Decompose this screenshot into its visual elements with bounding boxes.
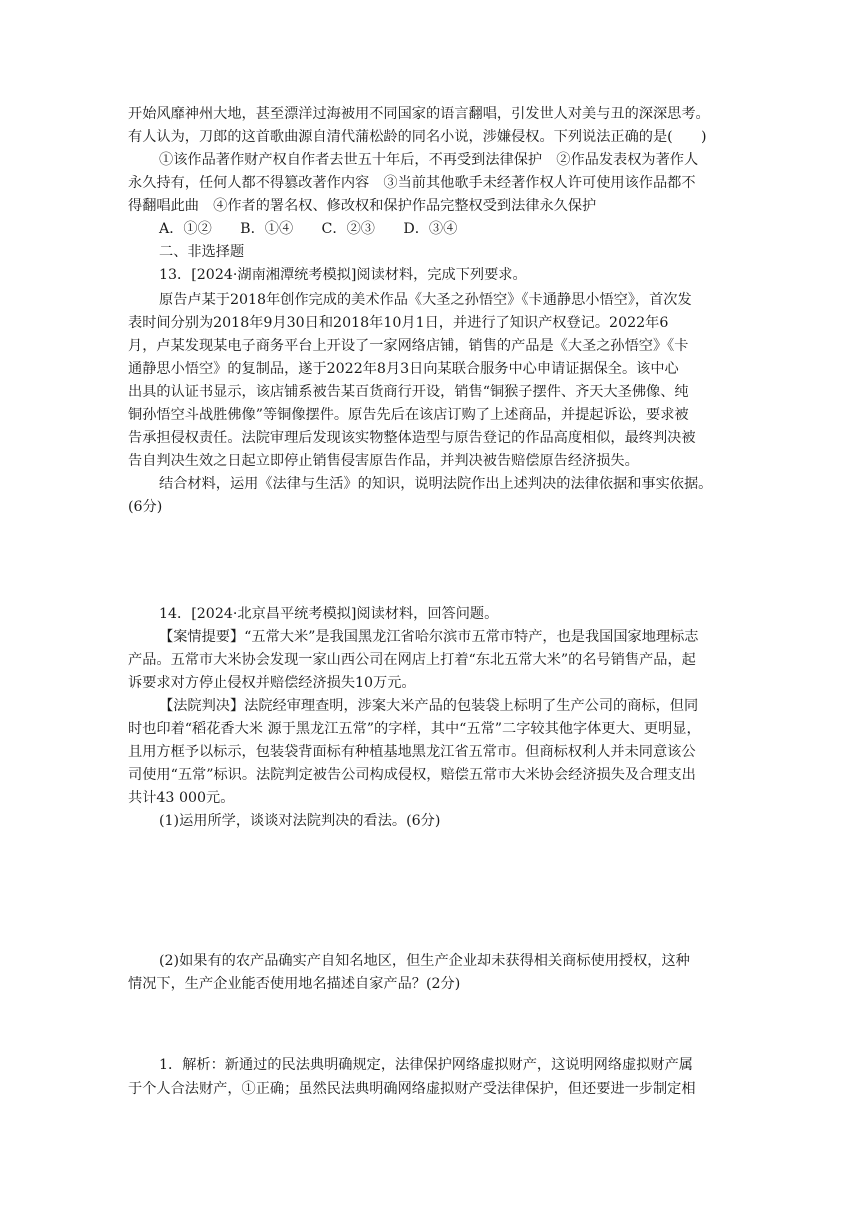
q13-heading: 13．[2024·湖南湘潭统考模拟]阅读材料，完成下列要求。 <box>159 267 527 283</box>
q14-verdict-line-3: 且用方框予以标示，包装袋背面标有种植基地黑龙江省五常市。但商标权利人并未同意该公 <box>128 744 696 760</box>
q12-statement-line-2: 永久持有，任何人都不得篡改著作内容 ③当前其他歌手未经著作权人许可使用该作品都不 <box>128 175 696 191</box>
q14-verdict-line-1: 【法院判决】法院经审理查明，涉案大米产品的包装袋上标明了生产公司的商标，但同 <box>159 698 699 714</box>
q14-subquestion-2-line-2: 情况下，生产企业能否使用地名描述自家产品？(2分) <box>128 976 461 992</box>
q12-line-1: 开始风靡神州大地，甚至漂洋过海被用不同国家的语言翻唱，引发世人对美与丑的深深思考。 <box>128 106 710 122</box>
q13-material-line-7: 告承担侵权责任。法院审理后发现该实物整体造型与原告登记的作品高度相似，最终判决被 <box>128 430 696 446</box>
q14-verdict-line-2: 时也印着“稻花香大米 源于黑龙江五常”的字样，其中“五常”二字较其他字体更大、更明显， <box>128 721 701 737</box>
q12-line-2: 有人认为，刀郎的这首歌曲源自清代蒲松龄的同名小说，涉嫌侵权。下列说法正确的是( ) <box>128 129 707 145</box>
section-heading: 二、非选择题 <box>159 244 245 260</box>
q13-material-line-8: 告自判决生效之日起立即停止销售侵害原告作品，并判决被告赔偿原告经济损失。 <box>128 453 639 469</box>
q12-statement-line-3: 得翻唱此曲 ④作者的署名权、修改权和保护作品完整权受到法律永久保护 <box>128 198 597 214</box>
q14-heading: 14．[2024·北京昌平统考模拟]阅读材料，回答问题。 <box>159 606 499 622</box>
q14-case-line-2: 产品。五常市大米协会发现一家山西公司在网店上打着“东北五常大米”的名号销售产品，起 <box>128 652 696 668</box>
q13-question: 结合材料，运用《法律与生活》的知识，说明法院作出上述判决的法律依据和事实依据。 <box>159 476 713 492</box>
q14-case-line-3: 诉要求对方停止侵权并赔偿经济损失10万元。 <box>128 675 416 691</box>
q13-material-line-3: 月，卢某发现某电子商务平台上开设了一家网络店铺，销售的产品是《大圣之孙悟空》《卡 <box>128 338 689 354</box>
q13-material-line-4: 通静思小悟空》的复制品，遂于2022年8月3日向某联合服务中心申请证据保全。该中心 <box>128 361 679 377</box>
q13-material-line-5: 出具的认证书显示，该店铺系被告某百货商行开设，销售“铜猴子摆件、齐天大圣佛像、纯 <box>128 384 689 400</box>
q13-material-line-1: 原告卢某于2018年创作完成的美术作品《大圣之孙悟空》《卡通静思小悟空》，首次发 <box>159 292 692 308</box>
q14-subquestion-2-line-1: (2)如果有的农产品确实产自知名地区，但生产企业却未获得相关商标使用授权，这种 <box>159 953 690 969</box>
q14-case-line-1: 【案情提要】“五常大米”是我国黑龙江省哈尔滨市五常市特产，也是我国国家地理标志 <box>159 629 699 645</box>
q14-subquestion-1: (1)运用所学，谈谈对法院判决的看法。(6分) <box>159 813 441 829</box>
q13-score: (6分) <box>128 499 163 515</box>
q13-material-line-6: 铜孙悟空斗战胜佛像”等铜像摆件。原告先后在该店订购了上述商品，并提起诉讼，要求被 <box>128 407 689 423</box>
q14-verdict-line-4: 司使用“五常”标识。法院判定被告公司构成侵权，赔偿五常市大米协会经济损失及合理支出 <box>128 767 696 783</box>
q14-verdict-line-5: 共计43 000元。 <box>128 790 235 806</box>
answer-1-line-1: 1．解析：新通过的民法典明确规定，法律保护网络虚拟财产，这说明网络虚拟财产属 <box>159 1057 693 1073</box>
q13-material-line-2: 表时间分别为2018年9月30日和2018年10月1日，并进行了知识产权登记。2022年6 <box>128 315 669 331</box>
q12-options: A．①② B．①④ C．②③ D．③④ <box>159 221 458 237</box>
answer-1-line-2: 于个人合法财产，①正确；虽然民法典明确网络虚拟财产受法律保护，但还要进一步制定相 <box>128 1081 696 1097</box>
q12-statement-line-1: ①该作品著作财产权自作者去世五十年后，不再受到法律保护 ②作品发表权为著作人 <box>159 152 699 168</box>
